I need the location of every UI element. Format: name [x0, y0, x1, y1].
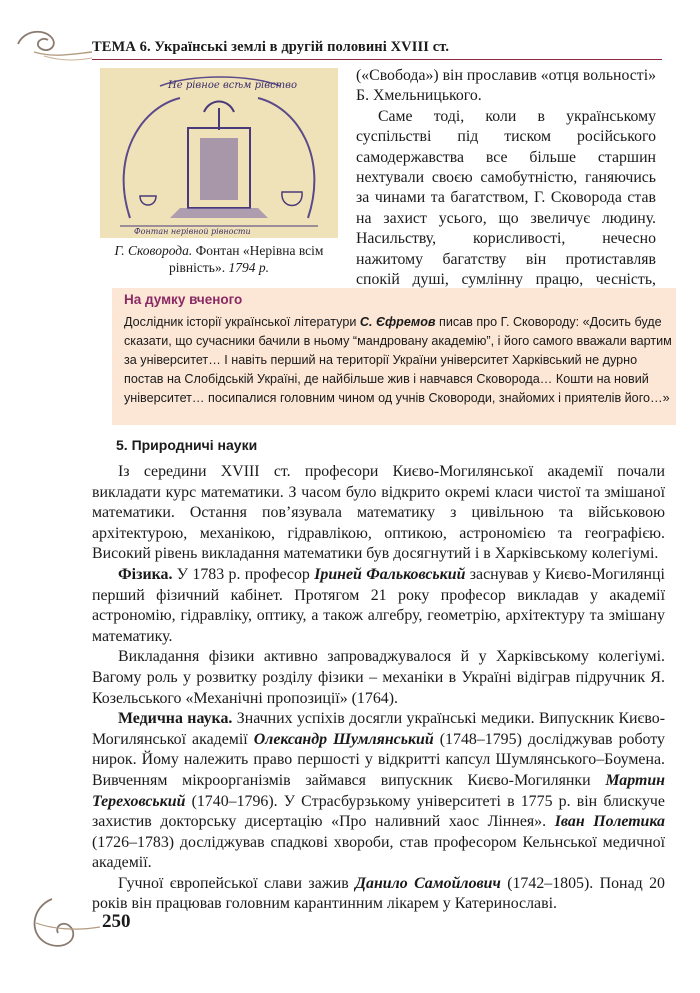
header-divider: [92, 59, 662, 60]
paragraph-physics: [92, 565, 665, 647]
main-text: [92, 462, 665, 915]
footer-swirl-ornament: [22, 893, 102, 953]
fountain-drawing: [100, 68, 338, 238]
name-samoilovych: Данило Самойлович: [355, 874, 501, 892]
medicine-text-d: (1726–1783) досліджував спадкові хвороби, став професором Кельнської медичної академії.: [92, 833, 665, 872]
name-shumlyansky: Олександр Шумлянський: [253, 730, 434, 748]
samoilovych-text-b: (1742–1805). Понад 20 років він працював головним карантинним лікарем у Катеринославі.: [92, 874, 665, 913]
chapter-header: ТЕМА 6. Українські землі в другій половині XVIII ст.: [92, 39, 450, 55]
scholar-name: С. Єфремов: [359, 315, 436, 329]
right-column-text: [356, 66, 656, 311]
caption-author: Г. Сковорода.: [114, 243, 193, 258]
paragraph-mathematics: Із середини XVIII ст. професори Києво-Могилянської академії почали викладати курс математики. З часом було відкрито окремі класи чистої та змішаної математики. Остання пов’язувала математику з цивільною та військовою архітектурою, механікою, гідравлікою, оптикою, астрономією та географією. Високий рівень викладання математики був досягнутий і в Харківському колегіумі.: [92, 463, 665, 563]
medicine-label: Медична наука.: [118, 710, 233, 728]
fountain-engraving: [100, 68, 338, 238]
scholar-box-text: [124, 313, 672, 408]
physics-label: Фізика.: [118, 565, 173, 583]
page-number: 250: [102, 911, 131, 932]
paragraph-medicine: [92, 709, 665, 874]
name-poletyka: Іван Полетика: [554, 813, 665, 831]
caption-year: 1794 р.: [228, 260, 269, 275]
caption-text: Фонтан «Нерівна всім рівність».: [169, 243, 324, 275]
name-terekhovsky: Мартин Тереховський: [92, 771, 665, 810]
right-paragraph-1: («Свобода») він прославив «отця вольності» Б. Хмельницького.: [356, 67, 656, 105]
engraving-top-inscription: Не рівное всѣм рівство: [168, 80, 297, 91]
engraving-bottom-inscription: Фонтан нерівной рівности: [134, 227, 251, 236]
header-swirl-ornament: [14, 24, 94, 64]
physics-text-b: заснував у Києво-Могилянці перший фізичний кабінет. Протягом 21 року професор викладав у академії астрономію, гідравліку, оптику, а також алгебру, геометрію, архітектуру та змішану математику.: [92, 565, 665, 645]
medicine-text-a: Значних успіхів досягли українські медики. Випускник Києво-Могилянської академії: [92, 710, 665, 748]
medicine-text-c: (1740–1796). У Страсбурзькому університеті в 1775 р. він блискуче захистив докторську дисертацію «Про наливний хаос Ліннея».: [92, 792, 665, 831]
physics-text-a: У 1783 р. професор: [176, 565, 310, 583]
section-title: 5. Природничі науки: [116, 437, 258, 453]
samoilovych-text-a: Гучної європейської слави зажив: [118, 874, 349, 892]
paragraph-physics-kharkiv: Викладання фізики активно запроваджувалося й у Харківському колегіумі. Вагому роль у розвитку розділу фізики – механіки в Україні відіграв підручник Я. Козельського «Механічні пропозиції» (1764).: [92, 648, 665, 707]
illustration-caption: [100, 242, 338, 276]
paragraph-samoilovych: [92, 874, 665, 915]
medicine-text-b: (1748–1795) досліджував роботу нирок. Йому належить право першості у відкритті капсул Шумлянського–Боумена. Вивченням мікроорганізмів займався випускник Києво-Могилянки: [92, 730, 665, 789]
name-falkovsky: Іриней Фальковський: [314, 565, 466, 583]
scholar-box-lead: Дослідник історії української літератури: [124, 315, 357, 329]
scholar-quote: писав про Г. Сковороду: «Досить буде сказати, що сучасники бачили в ньому “мандровану академію”, і його самого вважали вартим за університет… І навіть перший на території України університет Харківський не дурно постав на Слобідській Україні, де найбільше жив і навчався Сковорода… Кошти на новий університет… посипалися головним чином од учнів Сковороди, знайомих і приятелів його…»: [124, 315, 672, 405]
scholar-box-title: На думку вченого: [124, 292, 243, 307]
right-paragraph-2: Саме тоді, коли в українському суспільстві під тиском російського самодержавства все більше старшин нехтували своєю самобутністю, ганяючись за чинами та багатством, Г. Сковорода став на захист усього, що звеличує людину. Насильству, корисливості, нечесно нажитому багатству він протиставляв спокій душі, сумлінну працю, чесність,: [356, 107, 656, 289]
